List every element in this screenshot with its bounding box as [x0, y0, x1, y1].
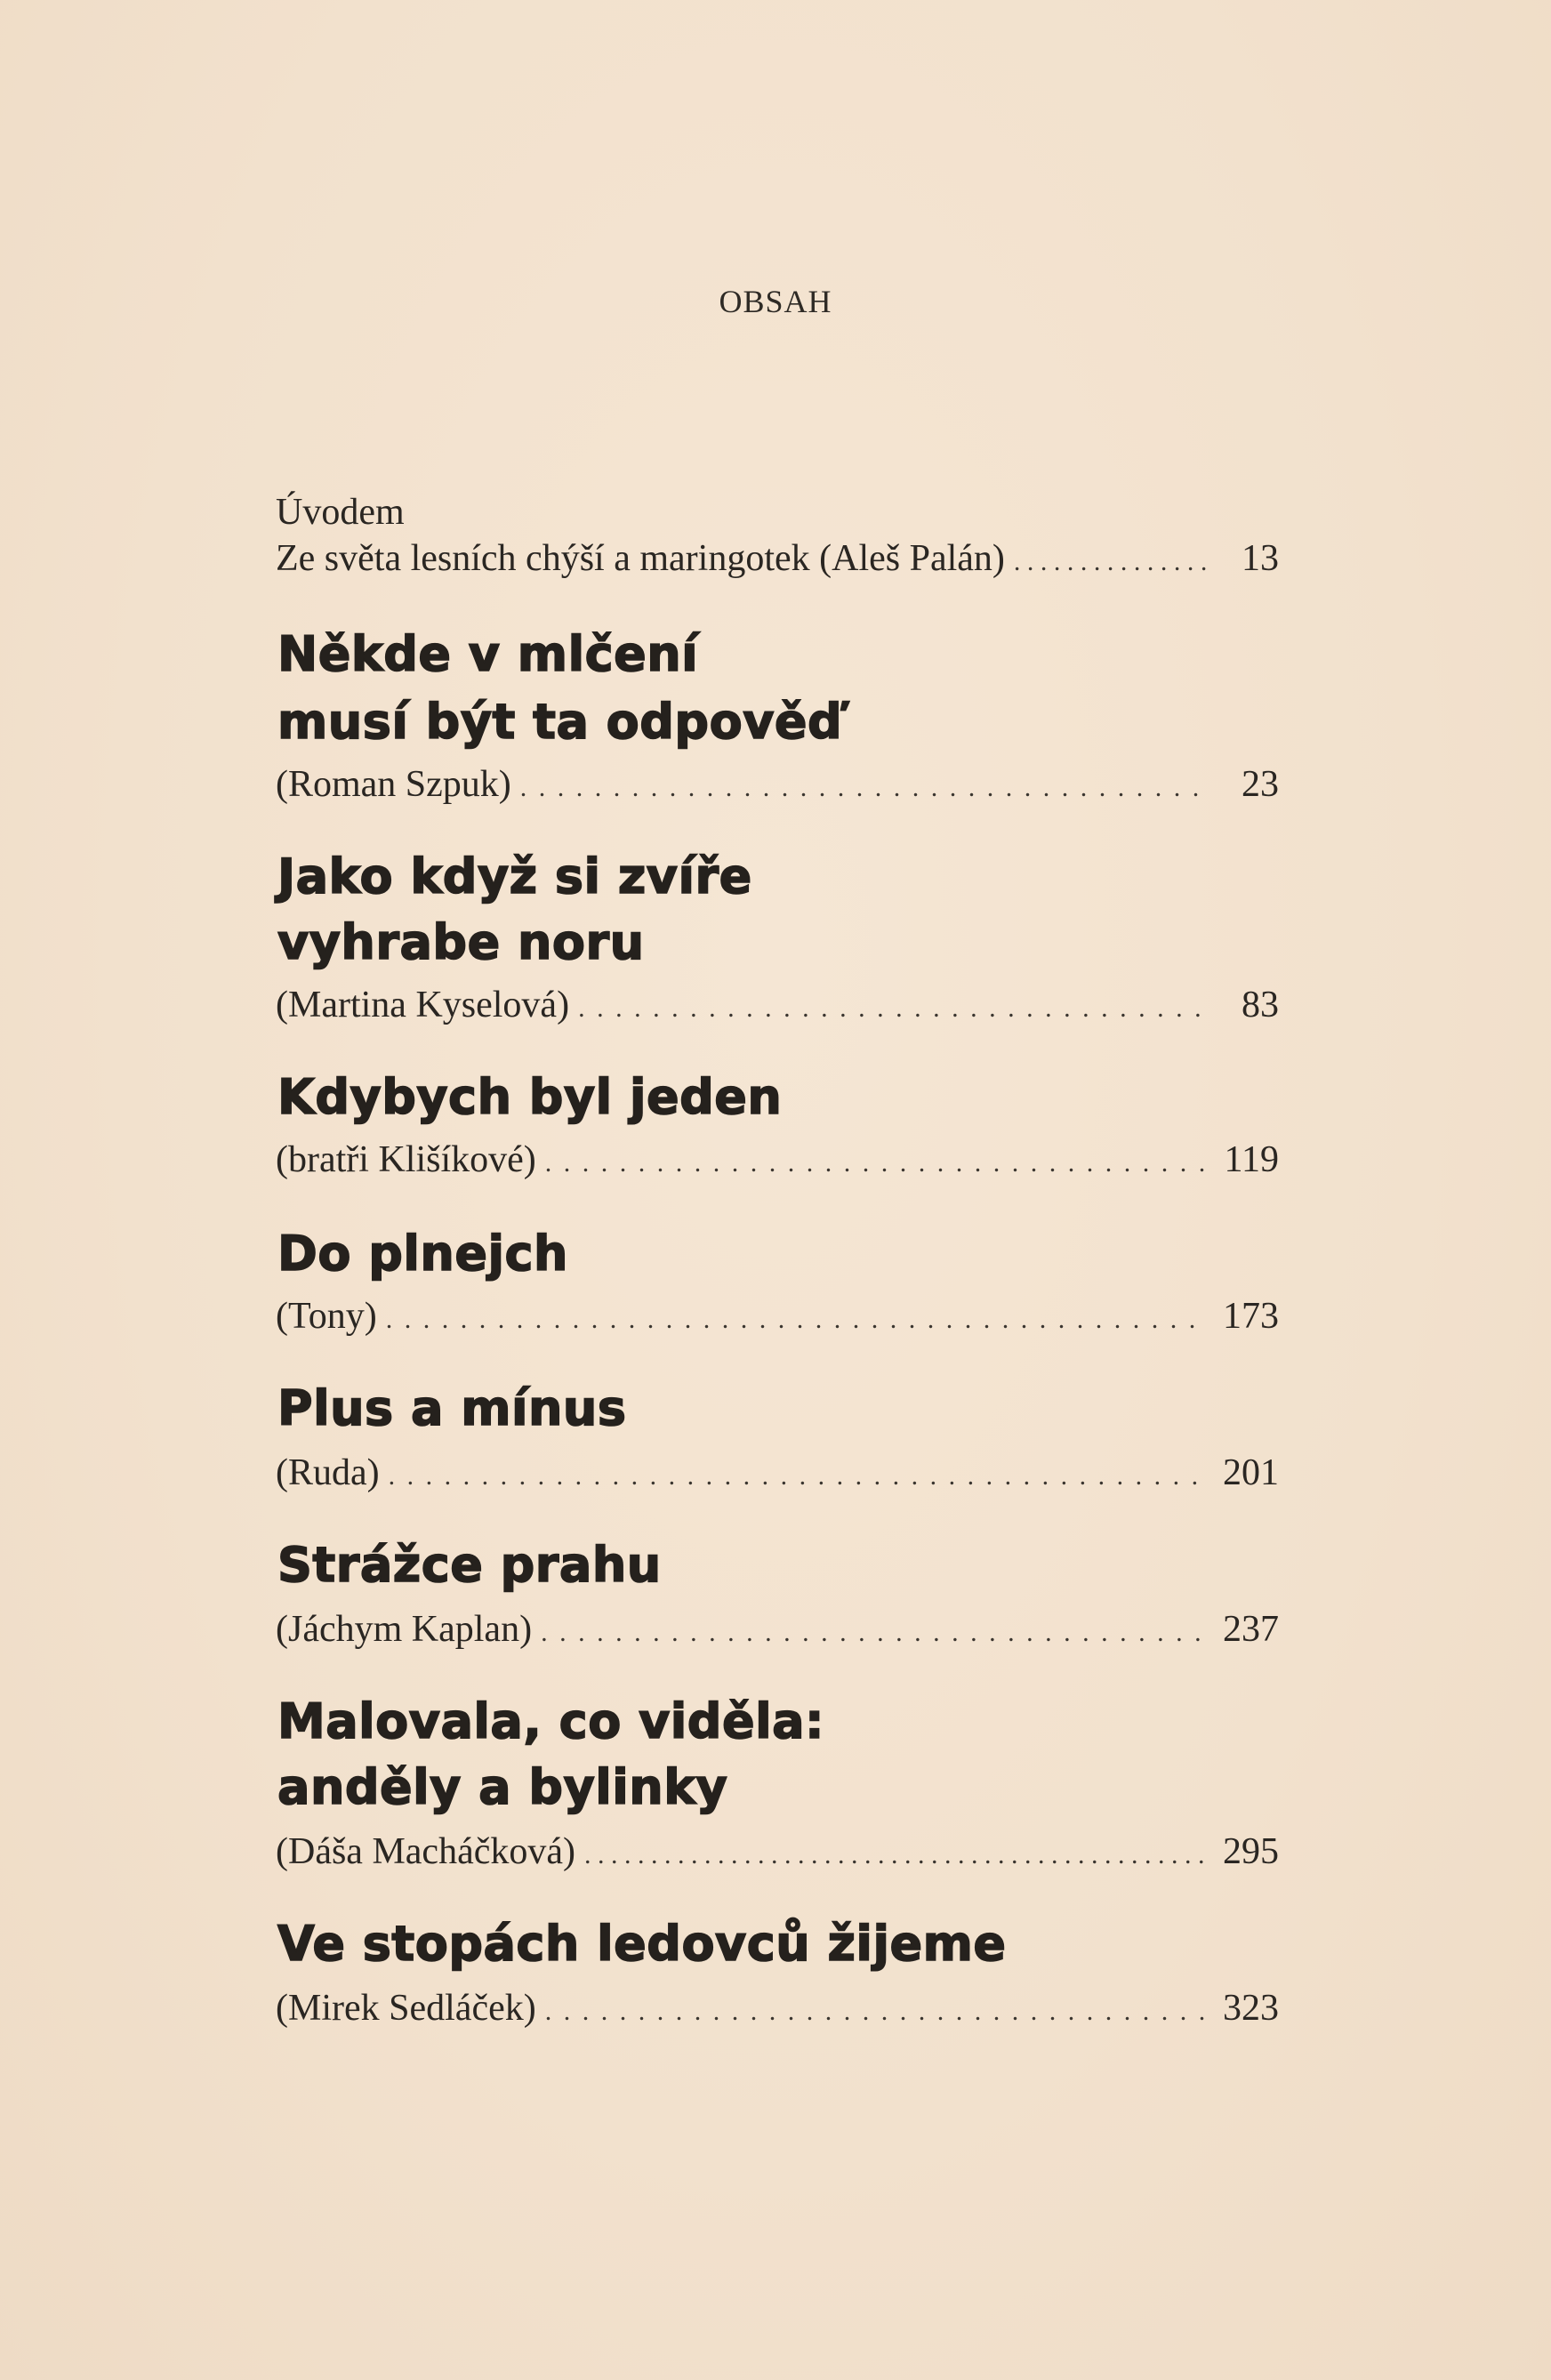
page-number: 173 [1223, 1296, 1279, 1337]
toc-row[interactable] [276, 980, 1279, 1030]
toc-row[interactable] [276, 760, 1279, 809]
toc-row[interactable] [276, 1827, 1279, 1877]
chapter-title: Ve stopách ledovců žijeme [277, 1916, 1007, 1972]
page-number: 201 [1223, 1452, 1279, 1493]
page-number: 23 [1242, 764, 1279, 805]
leader-dots [545, 1987, 1208, 2037]
leader-dots [389, 1451, 1208, 1501]
author-name: (Dáša Macháčková) [276, 1831, 575, 1872]
chapter-title: Jako když si zvíře [277, 848, 752, 905]
toc-row[interactable] [276, 1291, 1279, 1341]
chapter-title: Kdybych byl jeden [277, 1069, 783, 1125]
chapter-title: Do plnejch [277, 1226, 568, 1282]
leader-dots [386, 1295, 1208, 1345]
leader-dots [545, 1138, 1208, 1188]
toc-row-intro[interactable] [276, 534, 1279, 583]
leader-dots [520, 763, 1208, 813]
leader-dots [584, 1830, 1208, 1880]
toc-row[interactable] [276, 1448, 1279, 1498]
author-name: (Martina Kyselová) [276, 985, 570, 1025]
page-number: 119 [1224, 1139, 1279, 1180]
page-number: 237 [1223, 1609, 1279, 1650]
chapter-title: vyhrabe noru [277, 914, 645, 970]
chapter-title: Malovala, co viděla: [277, 1693, 825, 1749]
intro-label: Úvodem [276, 492, 405, 533]
chapter-title: musí být ta odpověď [277, 694, 843, 750]
leader-dots [541, 1608, 1208, 1658]
chapter-title: Strážce prahu [277, 1537, 662, 1593]
toc-entry-text: Ze světa lesních chýší a maringotek (Aleš Palán) [276, 538, 1005, 579]
author-name: (bratři Klišíkové) [276, 1139, 536, 1180]
chapter-title: Někde v mlčení [277, 626, 699, 682]
page-number: 295 [1223, 1831, 1279, 1872]
toc-row[interactable] [276, 1135, 1279, 1185]
leader-dots [578, 984, 1208, 1033]
page-number: 83 [1242, 985, 1279, 1025]
toc-row[interactable] [276, 1604, 1279, 1654]
leader-dots [1014, 537, 1208, 587]
chapter-title: Plus a mínus [277, 1380, 627, 1436]
author-name: (Tony) [276, 1296, 377, 1337]
author-name: (Jáchym Kaplan) [276, 1609, 533, 1650]
page-number: 323 [1223, 1988, 1279, 2029]
author-name: (Roman Szpuk) [276, 764, 511, 805]
chapter-title: anděly a bylinky [277, 1759, 728, 1815]
toc-row[interactable] [276, 1983, 1279, 2033]
page-number: 13 [1242, 538, 1279, 579]
page-title: OBSAH [719, 284, 832, 319]
author-name: (Ruda) [276, 1452, 380, 1493]
author-name: (Mirek Sedláček) [276, 1988, 536, 2029]
